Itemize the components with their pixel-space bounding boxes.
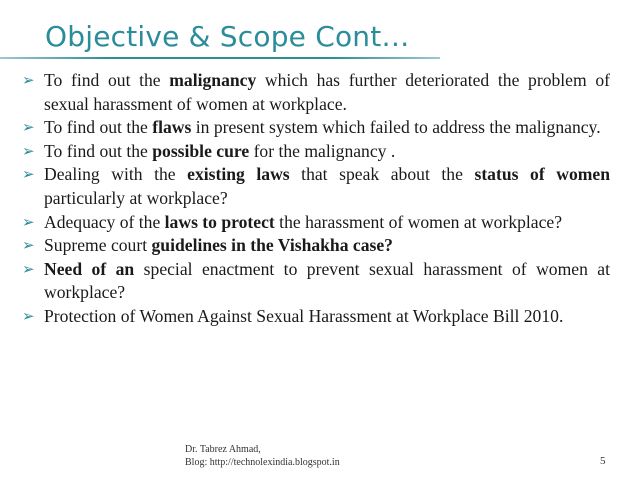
bullet-emphasis: existing laws xyxy=(187,164,290,185)
bullet-text: which has further deteriorated the problem of sexual harassment of women at workplace. xyxy=(44,70,610,114)
bullet-list xyxy=(22,69,610,329)
footer-blog-link[interactable]: Blog: http://technolexindia.blogspot.in xyxy=(185,457,340,468)
arrow-check-icon: ➢ xyxy=(22,236,35,255)
arrow-check-icon: ➢ xyxy=(22,306,35,325)
bullet-text: Protection of Women Against Sexual Harassment at Workplace Bill 2010. xyxy=(44,305,564,326)
bullet-text: in present system which failed to address the malignancy. xyxy=(191,117,601,138)
footer xyxy=(185,443,340,469)
bullet-item xyxy=(22,116,610,140)
bullet-emphasis: Need of an xyxy=(44,258,135,279)
bullet-emphasis: guidelines in the Vishakha case? xyxy=(151,235,393,256)
bullet-emphasis: flaws xyxy=(152,117,192,138)
arrow-check-icon: ➢ xyxy=(22,118,35,137)
bullet-text: Supreme court xyxy=(44,235,152,256)
bullet-emphasis: possible cure xyxy=(152,140,250,161)
bullet-emphasis: malignancy xyxy=(169,70,257,90)
bullet-emphasis: laws to protect xyxy=(164,211,275,232)
arrow-check-icon: ➢ xyxy=(22,165,35,184)
bullet-text: Adequacy of the xyxy=(44,211,165,232)
page-number: 5 xyxy=(600,455,606,467)
bullet-item xyxy=(22,211,610,235)
bullet-text: the harassment of women at workplace? xyxy=(274,211,563,232)
bullet-emphasis: status of women xyxy=(474,164,610,185)
bullet-text: To find out the xyxy=(44,117,153,138)
slide-title: Objective & Scope Cont… xyxy=(45,20,410,53)
bullet-item xyxy=(22,163,610,210)
bullet-item xyxy=(22,234,610,258)
title-underline xyxy=(0,57,440,59)
footer-author: Dr. Tabrez Ahmad, xyxy=(185,444,261,455)
bullet-text: particularly at workplace? xyxy=(44,187,228,208)
bullet-item xyxy=(22,258,610,305)
bullet-text: for the malignancy . xyxy=(249,140,396,161)
arrow-check-icon: ➢ xyxy=(22,71,35,89)
arrow-check-icon: ➢ xyxy=(22,212,35,231)
arrow-check-icon: ➢ xyxy=(22,259,35,278)
bullet-text: special enactment to prevent sexual harassment of women at workplace? xyxy=(44,258,610,303)
bullet-text: To find out the xyxy=(44,140,153,161)
arrow-check-icon: ➢ xyxy=(22,141,35,160)
bullet-item xyxy=(22,140,610,164)
bullet-text: To find out the xyxy=(44,70,170,90)
bullet-text: Dealing with the xyxy=(44,164,188,185)
bullet-item xyxy=(22,69,610,116)
bullet-item xyxy=(22,305,610,329)
bullet-text: that speak about the xyxy=(289,164,475,185)
